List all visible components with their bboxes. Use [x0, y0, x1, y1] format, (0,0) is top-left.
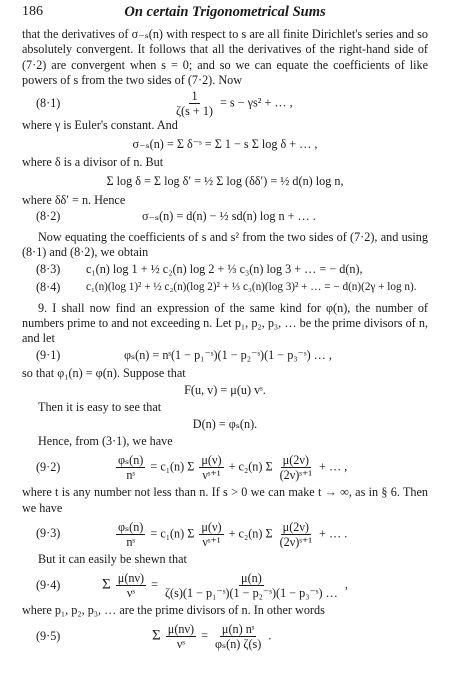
equation-9-5: (9·5) Σ $\frac{\mu(n\nu)}{\text{νˢ}}$ = $\frac{\text{μ(n) nˢ}}{\text{φₛ(n) ζ(s)}}$ .: [36, 622, 272, 652]
equation-number: (8·3): [36, 262, 61, 277]
equation-number: (8·2): [36, 209, 61, 224]
paragraph: where δδ′ = n. Hence: [22, 192, 126, 207]
equation-9-2: (9·2) $\frac{\text{φₛ(n)}}{\text{nˢ}}$ = c₁(n) Σ $\frac{\mu(\nu)}{\text{νˢ⁺¹}}$ + c₂(n) Σ $\frac{\mu(2\nu)}{\text{(2ν)ˢ⁺¹}}$ + … ,: [36, 452, 348, 482]
equation-number: (9·1): [36, 348, 61, 363]
equation-number: (9·5): [36, 628, 61, 643]
paragraph: that the derivatives of σ₋ₛ(n) with respect to s are all finite Dirichlet's series and so absolutely convergent. It follows that all the derivatives of the right-hand side of (7·2) are convergent when s = 0; and so we can equate the coefficients of like powers of s from the two sides of (7·2). Now: [22, 27, 428, 87]
equation-9-3: (9·3) $\frac{\text{φₛ(n)}}{\text{nˢ}}$ = c₁(n) Σ $\frac{\mu(\nu)}{\text{νˢ⁺¹}}$ + c₂(n) Σ $\frac{\mu(2\nu)}{\text{(2ν)ˢ⁺¹}}$ + … .: [36, 519, 348, 549]
equation-number: (8·4): [36, 280, 61, 295]
equation-number: (9·3): [36, 526, 61, 541]
page-number: 186: [22, 4, 43, 19]
paragraph: where δ is a divisor of n. But: [22, 155, 164, 170]
equation-number: (9·4): [36, 577, 61, 592]
equation-F: F(u, v) = μ(u) vˢ.: [184, 382, 266, 397]
paragraph: But it can easily be shewn that: [38, 552, 187, 567]
equation-sigma: σ₋ₛ(n) = Σ δ⁻ˢ = Σ 1 − s Σ log δ + … ,: [132, 136, 318, 151]
equation-8-4: (8·4) c₁(n)(log 1)² + ½ c₂(n)(log 2)² + ⅓ c₃(n)(log 3)² + … = − d(n)(2γ + log n).: [36, 280, 417, 295]
fraction: $\frac{1}{\zeta(s + 1)}$: [176, 88, 213, 118]
equation-8-3: (8·3) c₁(n) log 1 + ½ c₂(n) log 2 + ⅓ c₃(n) log 3 + … = − d(n),: [36, 262, 363, 277]
page-header: [22, 4, 428, 24]
equation-number: (9·2): [36, 459, 61, 474]
paragraph: where γ is Euler's constant. And: [22, 118, 178, 133]
equation-number: (8·1): [36, 95, 61, 110]
paragraph: 9. I shall now find an expression of the same kind for φ(n), the number of numbers prime to and not exceeding n. Let p₁, p₂, p₃, … be the prime divisors of n, and let: [22, 300, 428, 346]
equation-8-2: (8·2) σ₋ₛ(n) = d(n) − ½ sd(n) log n + … .: [36, 209, 316, 224]
running-title: On certain Trigonometrical Sums: [124, 4, 326, 20]
paragraph: where t is any number not less than n. If s > 0 we can make t → ∞, as in § 6. Then we have: [22, 485, 428, 515]
paragraph: where p₁, p₂, p₃, … are the prime divisors of n. In other words: [22, 603, 325, 618]
equation-9-1: (9·1) φₛ(n) = nˢ(1 − p₁⁻ˢ)(1 − p₂⁻ˢ)(1 − p₃⁻ˢ) … ,: [36, 348, 332, 363]
page-body: [22, 27, 428, 655]
equation-D: D(n) = φₛ(n).: [192, 417, 258, 431]
paragraph: so that φ₁(n) = φ(n). Suppose that: [22, 365, 186, 380]
equation-8-1: (8·1) $\frac{1}{\zeta(s + 1)}$ = s − γs² + … ,: [36, 88, 293, 118]
paragraph: Hence, from (3·1), we have: [38, 434, 173, 449]
equation-log-delta: Σ log δ = Σ log δ′ = ½ Σ log (δδ′) = ½ d(n) log n,: [106, 174, 344, 189]
paragraph: Then it is easy to see that: [38, 399, 162, 414]
equation-9-4: (9·4) Σ $\frac{\mu(n\nu)}{\text{νˢ}}$ = $\frac{\mu(n)}{\text{ζ(s)(1 − p₁⁻ˢ)(1 − p₂⁻ˢ)(1 − p₃⁻ˢ) …}}$ ,: [36, 570, 348, 600]
paragraph: Now equating the coefficients of s and s² from the two sides of (7·2), and using (8·1) and (8·2), we obtain: [22, 230, 428, 260]
